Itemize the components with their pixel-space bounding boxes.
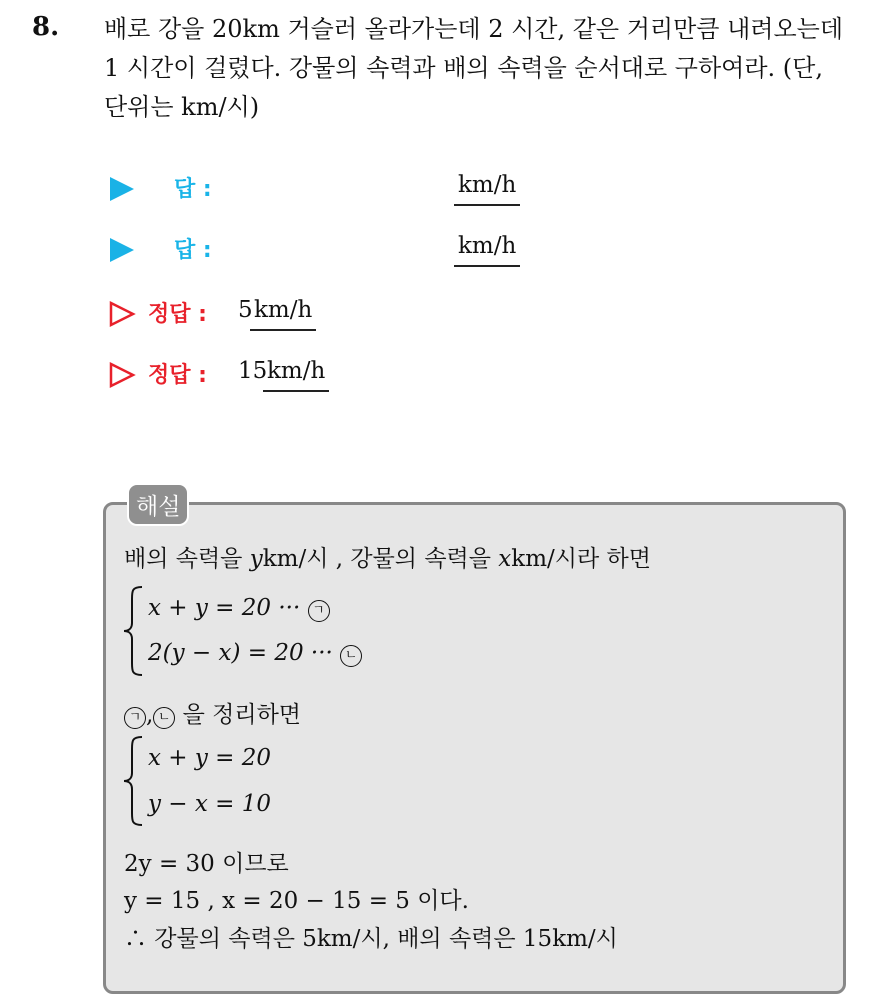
solution-tag: 해설 — [127, 483, 189, 526]
equation-system-1 — [122, 585, 382, 679]
equation-2: 2(y − x) = 20 ··· ㄴ — [148, 640, 362, 667]
correct-answer-row-1 — [108, 297, 368, 333]
circled-nieun-mark: ㄴ — [153, 707, 175, 729]
solution-line-1: 배의 속력을 ykm/시 , 강물의 속력을 xkm/시라 하면 — [124, 546, 651, 572]
circled-giyeok-mark: ㄱ — [308, 600, 330, 622]
answer-row-1 — [108, 172, 528, 208]
left-brace-icon — [122, 735, 146, 827]
answer-row-2 — [108, 233, 528, 269]
equation-3: x + y = 20 — [148, 745, 272, 771]
question-text — [104, 10, 874, 127]
solution-line-2y: 2y = 30 이므로 — [124, 851, 289, 877]
question-line-1: 배로 강을 20km 거슬러 올라가는데 2 시간, 같은 거리만큼 내려오는데 — [104, 15, 843, 43]
correct-answer-row-2 — [108, 358, 368, 394]
question-number: 8. — [32, 12, 60, 42]
correct-answer-value: 5 — [238, 297, 253, 323]
question-line-2: 1 시간이 걸렸다. 강물의 속력과 배의 속력을 순서대로 구하여라. (단, — [104, 54, 823, 82]
correct-answer-label: 정답 : — [148, 363, 207, 388]
correct-answer-unit: km/h — [250, 297, 316, 331]
question-line-3: 단위는 km/시) — [104, 93, 260, 121]
play-triangle-icon — [110, 177, 134, 201]
left-brace-icon — [122, 585, 146, 677]
outline-triangle-icon — [108, 300, 136, 328]
solution-conclusion: ∴ 강물의 속력은 5km/시, 배의 속력은 15km/시 — [124, 926, 618, 952]
outline-triangle-icon — [108, 361, 136, 389]
answer-blank-unit[interactable]: km/h — [454, 172, 520, 206]
circled-nieun-mark: ㄴ — [340, 645, 362, 667]
play-triangle-icon — [110, 238, 134, 262]
correct-answer-value: 15 — [238, 358, 268, 384]
solution-line-y: y = 15 , x = 20 − 15 = 5 이다. — [124, 888, 469, 914]
correct-answer-unit: km/h — [263, 358, 329, 392]
circled-giyeok-mark: ㄱ — [124, 707, 146, 729]
answer-label: 답 : — [174, 177, 212, 202]
answer-label: 답 : — [174, 238, 212, 263]
equation-1: x + y = 20 ··· ㄱ — [148, 595, 330, 622]
equation-system-2 — [122, 735, 322, 829]
equation-4: y − x = 10 — [148, 791, 272, 817]
correct-answer-label: 정답 : — [148, 302, 207, 327]
answer-blank-unit[interactable]: km/h — [454, 233, 520, 267]
solution-combine-line: ㄱ , ㄴ 을 정리하면 — [124, 696, 301, 729]
